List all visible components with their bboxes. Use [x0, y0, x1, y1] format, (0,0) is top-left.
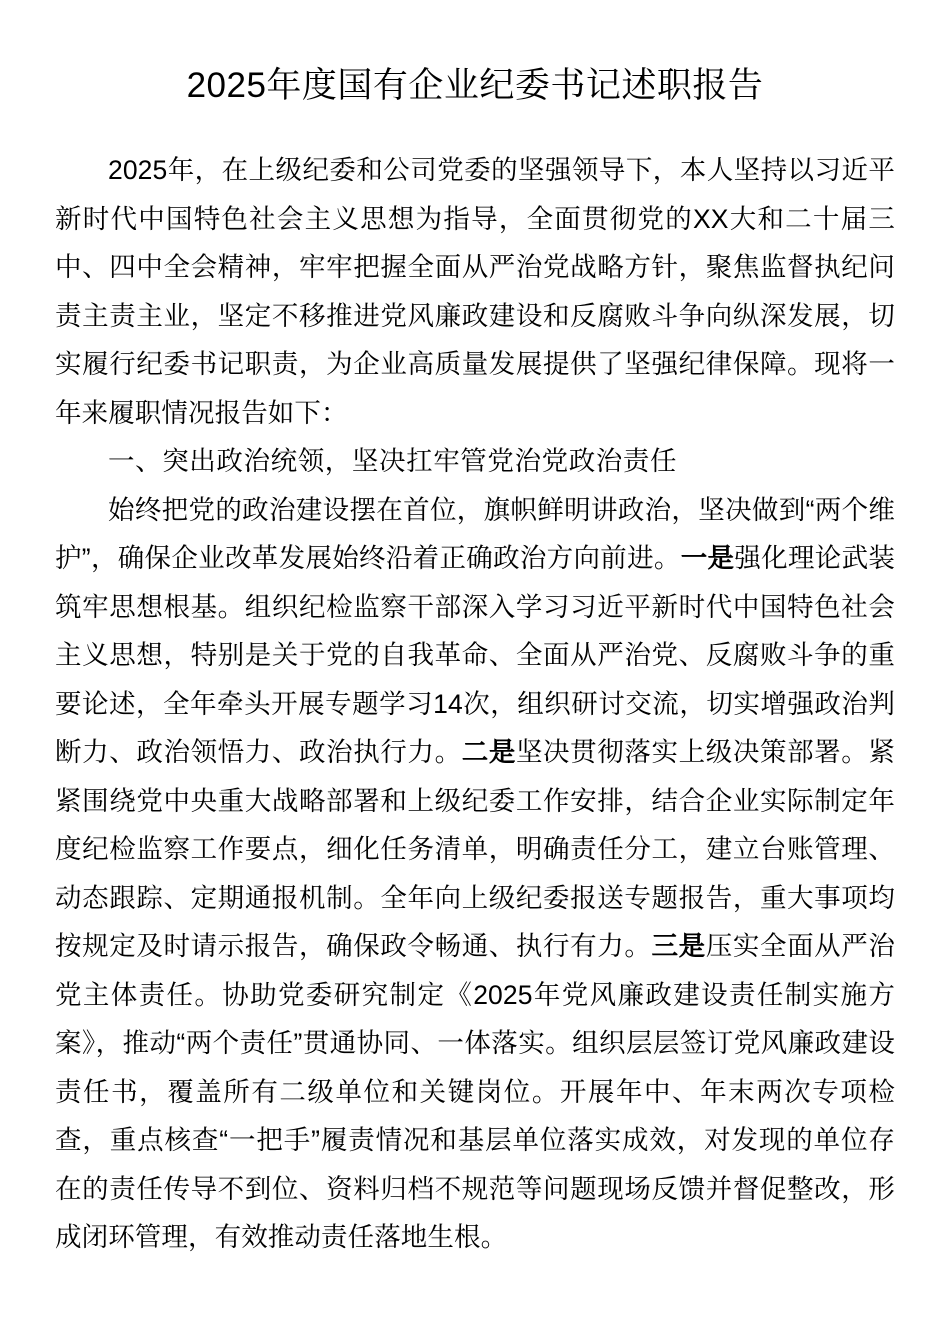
emphasis-marker: 一是: [680, 543, 735, 573]
text-run: 坚决贯彻落实上级决策部署。紧紧围绕党中央重大战略部署和上级纪委工作安排，结合企业实际制定年度纪检监察工作要点，细化任务清单，明确责任分工，建立台账管理、动态跟踪、定期通报机制。全年向上级纪委报送专题报告，重大事项均按规定及时请示报告，确保政令畅通、执行有力。: [55, 737, 896, 961]
emphasis-marker: 二是: [461, 737, 516, 767]
text-run: 始终把党的政治建设摆在首位，旗帜鲜明讲政治，坚决做到“两个维护”，确保企业改革发展始终沿着正确政治方向前进。: [55, 494, 895, 573]
text-run: 压实全面从严治党主体责任。协助党委研究制定《2025年党风廉政建设责任制实施方案》，推动“两个责任”贯通协同、一体落实。组织层层签订党风廉政建设责任书，覆盖所有二级单位和关键岗位。开展年中、年末两次专项检查，重点核查“一把手”履责情况和基层单位落实成效，对发现的单位存在的责任传导不到位、资料归档不规范等问题现场反馈并督促整改，形成闭环管理，有效推动责任落地生根。: [55, 931, 896, 1252]
page-title: 2025年度国有企业纪委书记述职报告: [186, 66, 764, 105]
emphasis-marker: 三是: [651, 931, 706, 961]
section-heading-1: 一、突出政治统领，坚决扛牢管党治党政治责任: [108, 446, 678, 476]
section-1-body: [55, 486, 895, 1262]
document-body: [55, 146, 895, 1262]
intro-paragraph: 2025年，在上级纪委和公司党委的坚强领导下，本人坚持以习近平新时代中国特色社会主义思想为指导，全面贯彻党的XX大和二十届三中、四中全会精神，牢牢把握全面从严治党战略方针，聚焦监督执纪问责主责主业，坚定不移推进党风廉政建设和反腐败斗争向纵深发展，切实履行纪委书记职责，为企业高质量发展提供了坚强纪律保障。现将一年来履职情况报告如下：: [55, 155, 895, 428]
text-run: 强化理论武装筑牢思想根基。组织纪检监察干部深入学习习近平新时代中国特色社会主义思想，特别是关于党的自我革命、全面从严治党、反腐败斗争的重要论述，全年牵头开展专题学习14次，组织研讨交流，切实增强政治判断力、政治领悟力、政治执行力。: [55, 543, 896, 767]
